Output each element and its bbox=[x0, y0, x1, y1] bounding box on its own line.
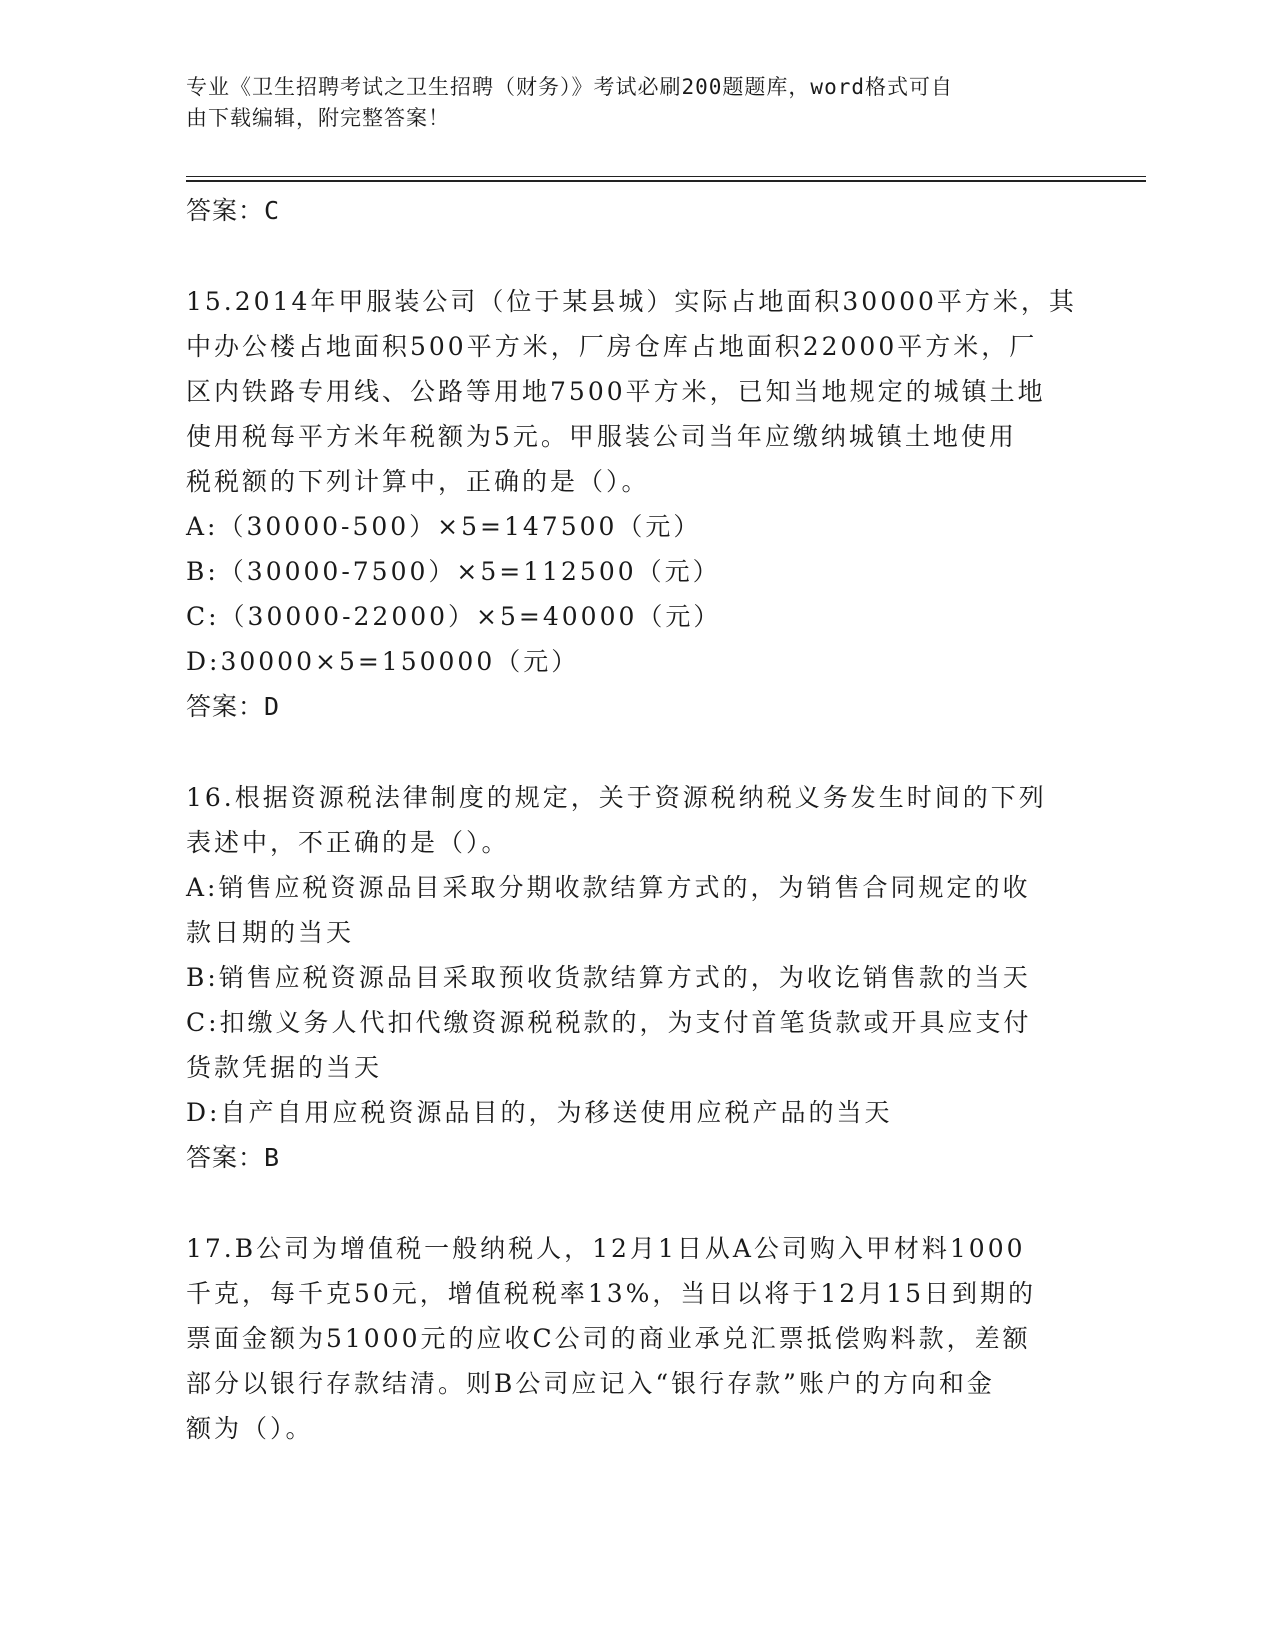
header-line-1: 专业《卫生招聘考试之卫生招聘（财务）》考试必刷200题题库，word格式可自 bbox=[186, 75, 953, 99]
option-line: A:（30000-500）×5=147500（元） bbox=[186, 512, 702, 541]
block-gap bbox=[186, 1181, 1086, 1226]
option-line: D:30000×5=150000（元） bbox=[186, 647, 580, 676]
question-stem-line: 16.根据资源税法律制度的规定，关于资源税纳税义务发生时间的下列 bbox=[186, 783, 1047, 812]
answer-line: 答案：C bbox=[186, 196, 281, 225]
option-line: B:销售应税资源品目采取预收货款结算方式的，为收讫销售款的当天 bbox=[186, 963, 1031, 992]
header-divider-bottom bbox=[186, 180, 1146, 182]
block-gap bbox=[186, 234, 1086, 279]
block-gap bbox=[186, 730, 1086, 775]
page-header bbox=[186, 72, 1066, 134]
header-line-2: 由下载编辑，附完整答案！ bbox=[186, 106, 450, 130]
question-stem-line: 使用税每平方米年税额为5元。甲服装公司当年应缴纳城镇土地使用 bbox=[186, 422, 1017, 451]
option-line: A:销售应税资源品目采取分期收款结算方式的，为销售合同规定的收 bbox=[186, 873, 1031, 902]
question-stem-line: 15.2014年甲服装公司（位于某县城）实际占地面积30000平方米，其 bbox=[186, 287, 1077, 316]
question-stem-line: 17.B公司为增值税一般纳税人，12月1日从A公司购入甲材料1000 bbox=[186, 1234, 1026, 1263]
answer-line: 答案：D bbox=[186, 692, 281, 721]
option-line: 款日期的当天 bbox=[186, 918, 355, 947]
option-line: C:扣缴义务人代扣代缴资源税税款的，为支付首笔货款或开具应支付 bbox=[186, 1008, 1032, 1037]
answer-line: 答案：B bbox=[186, 1143, 281, 1172]
question-stem-line: 税税额的下列计算中，正确的是（）。 bbox=[186, 467, 650, 496]
option-line: D:自产自用应税资源品目的，为移送使用应税产品的当天 bbox=[186, 1098, 893, 1127]
option-line: 货款凭据的当天 bbox=[186, 1053, 383, 1082]
question-stem-line: 额为（）。 bbox=[186, 1414, 314, 1443]
question-stem-line: 中办公楼占地面积500平方米，厂房仓库占地面积22000平方米，厂 bbox=[186, 332, 1038, 361]
question-stem-line: 千克，每千克50元，增值税税率13%，当日以将于12月15日到期的 bbox=[186, 1279, 1037, 1308]
question-content bbox=[186, 188, 1086, 1451]
question-stem-line: 票面金额为51000元的应收C公司的商业承兑汇票抵偿购料款，差额 bbox=[186, 1324, 1031, 1353]
question-stem-line: 区内铁路专用线、公路等用地7500平方米，已知当地规定的城镇土地 bbox=[186, 377, 1046, 406]
option-line: C:（30000-22000）×5=40000（元） bbox=[186, 602, 722, 631]
question-stem-line: 部分以银行存款结清。则B公司应记入“银行存款”账户的方向和金 bbox=[186, 1369, 995, 1398]
header-divider-top bbox=[186, 176, 1146, 177]
option-line: B:（30000-7500）×5=112500（元） bbox=[186, 557, 721, 586]
question-stem-line: 表述中，不正确的是（）。 bbox=[186, 828, 510, 857]
